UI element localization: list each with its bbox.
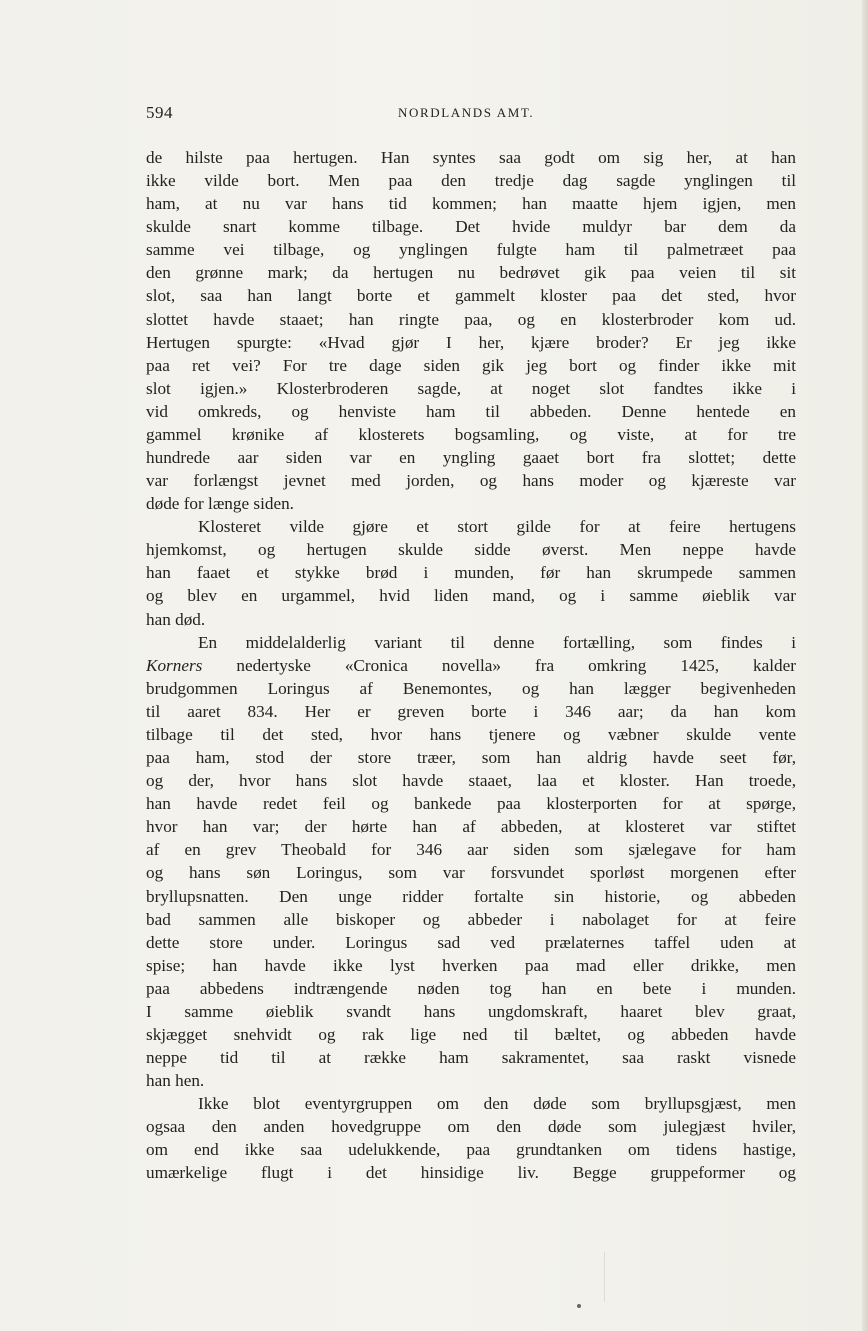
running-head: NORDLANDS AMT.	[398, 105, 535, 120]
text-line: Hertugen spurgte: «Hvad gjør I her, kjære broder? Er jeg ikke	[146, 332, 796, 352]
text-line: han hen.	[146, 1071, 205, 1091]
text-line: døde for længe siden.	[146, 494, 294, 514]
text-line: vid omkreds, og henviste ham til abbeden. Denne hentede en	[146, 401, 796, 421]
ink-fleck	[577, 1304, 581, 1308]
text-line	[146, 654, 796, 677]
text-line: neppe tid til at række ham sakramentet, saa raskt visnede	[146, 1048, 796, 1068]
page-crease	[604, 1252, 605, 1302]
text-line: paa abbedens indtrængende nøden tog han en bete i munden.	[146, 978, 796, 998]
author-name-italic: Korners	[146, 655, 203, 675]
text-line: ikke vilde bort. Men paa den tredje dag sagde ynglingen til	[146, 171, 796, 191]
text-line: I samme øieblik svandt hans ungdomskraft, haaret blev graat,	[146, 1001, 796, 1021]
text-line: Klosteret vilde gjøre et stort gilde for at feire hertugens	[198, 517, 796, 537]
text-line: hvor han var; der hørte han af abbeden, at klosteret var stiftet	[146, 817, 796, 837]
text-line: dette store under. Loringus sad ved prælaternes taffel uden at	[146, 932, 796, 952]
text-line: ham, at nu var hans tid kommen; han maatte hjem igjen, men	[146, 194, 796, 214]
text-line: skulde snart komme tilbage. Det hvide muldyr bar dem da	[146, 217, 796, 237]
text-line: og blev en urgammel, hvid liden mand, og i samme øieblik var	[146, 586, 796, 606]
text-line: om end ikke saa udelukkende, paa grundtanken om tidens hastige,	[146, 1140, 796, 1160]
text-line: umærkelige flugt i det hinsidige liv. Begge gruppeformer og	[146, 1163, 796, 1183]
body-text	[146, 146, 796, 1185]
text-line: tilbage til det sted, hvor hans tjenere og væbner skulde vente	[146, 724, 796, 744]
paragraph-1	[146, 146, 796, 515]
text-line: paa ham, stod der store træer, som han aldrig havde seet før,	[146, 748, 796, 768]
text-line: han havde redet feil og bankede paa klosterporten for at spørge,	[146, 794, 796, 814]
page-header	[146, 103, 796, 127]
text-line: var forlængst jevnet med jorden, og hans moder og kjæreste var	[146, 471, 796, 491]
text-line: og der, hvor hans slot havde staaet, laa et kloster. Han troede,	[146, 771, 796, 791]
text-line: brudgommen Loringus af Benemontes, og han lægger begivenheden	[146, 678, 796, 698]
text-line: gammel krønike af klosterets bogsamling, og viste, at for tre	[146, 424, 796, 444]
paragraph-2	[146, 515, 796, 630]
text-line: de hilste paa hertugen. Han syntes saa godt om sig her, at han	[146, 148, 796, 167]
page-number: 594	[146, 103, 173, 122]
text-line: til aaret 834. Her er greven borte i 346 aar; da han kom	[146, 701, 796, 721]
paragraph-3	[146, 631, 796, 1093]
text-line: slottet havde staaet; han ringte paa, og en klosterbroder kom ud.	[146, 309, 796, 329]
text-line: han faaet et stykke brød i munden, før han skrumpede sammen	[146, 563, 796, 583]
text-line: og hans søn Loringus, som var forsvundet sporløst morgenen efter	[146, 863, 796, 883]
text-line: bryllupsnatten. Den unge ridder fortalte sin historie, og abbeden	[146, 886, 796, 906]
page-edge	[862, 0, 868, 1331]
text-line: slot, saa han langt borte et gammelt kloster paa det sted, hvor	[146, 286, 796, 306]
text-line: han død.	[146, 609, 206, 629]
text-line: slot igjen.» Klosterbroderen sagde, at noget slot fandtes ikke i	[146, 378, 796, 398]
text-line: hjemkomst, og hertugen skulde sidde øverst. Men neppe havde	[146, 540, 796, 560]
paragraph-4	[146, 1092, 796, 1184]
text-line: spise; han havde ikke lyst hverken paa mad eller drikke, men	[146, 955, 796, 975]
text-line: bad sammen alle biskoper og abbeder i nabolaget for at feire	[146, 909, 796, 929]
text-line-rest: nedertyske «Cronica novella» fra omkring 1425, kalder	[202, 655, 796, 675]
text-line: den grønne mark; da hertugen nu bedrøvet gik paa veien til sit	[146, 263, 796, 283]
text-line: paa ret vei? For tre dage siden gik jeg bort og finder ikke mit	[146, 355, 796, 375]
text-line: skjægget snehvidt og rak lige ned til bæltet, og abbeden havde	[146, 1024, 796, 1044]
text-line: samme vei tilbage, og ynglingen fulgte ham til palmetræet paa	[146, 240, 796, 260]
text-line: af en grev Theobald for 346 aar siden som sjælegave for ham	[146, 840, 796, 860]
text-line: Ikke blot eventyrgruppen om den døde som bryllupsgjæst, men	[198, 1094, 796, 1114]
text-line: ogsaa den anden hovedgruppe om den døde som julegjæst hviler,	[146, 1117, 796, 1137]
text-line: hundrede aar siden var en yngling gaaet bort fra slottet; dette	[146, 448, 796, 468]
text-line: En middelalderlig variant til denne fortælling, som findes i	[198, 632, 796, 652]
